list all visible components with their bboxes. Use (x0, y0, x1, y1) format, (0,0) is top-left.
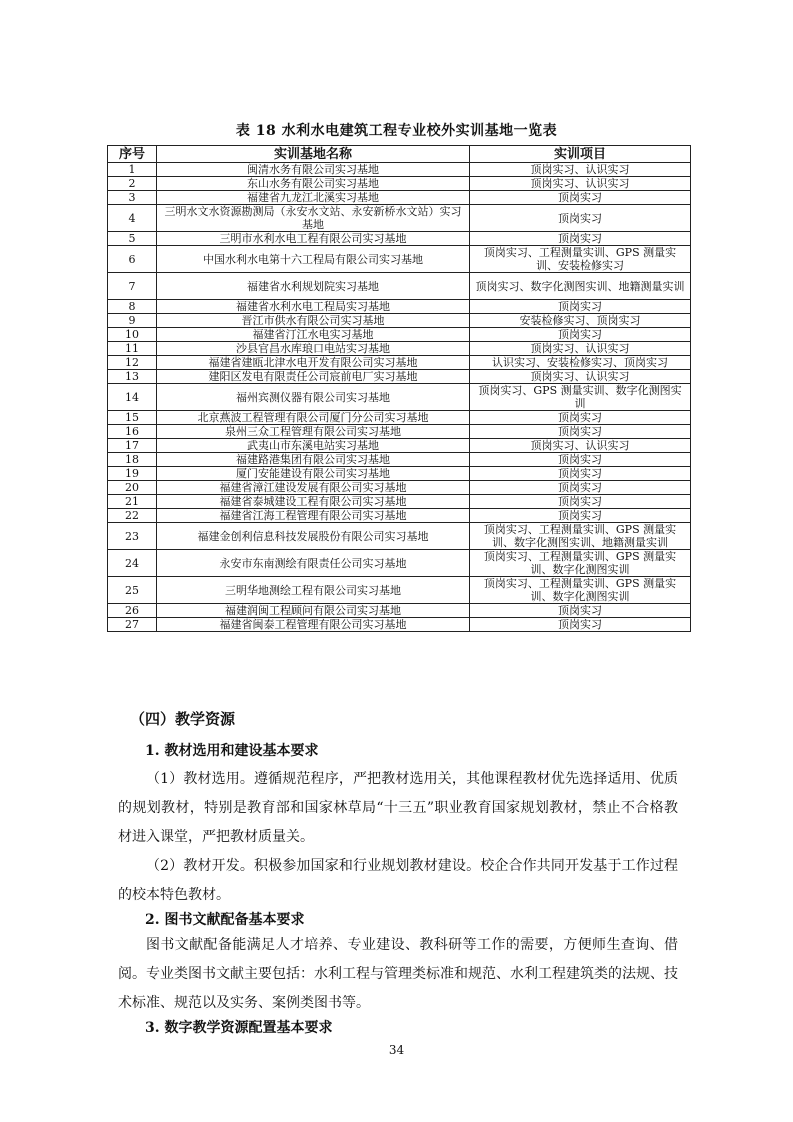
cell-no: 20 (108, 481, 157, 495)
cell-project: 顶岗实习 (470, 425, 691, 439)
cell-project: 顶岗实习、数字化测图实训、地籍测量实训 (470, 273, 691, 300)
paragraph-library: 图书文献配备能满足人才培养、专业建设、教科研等工作的需要，方便师生查询、借阅。专业类图书文献主要包括：水利工程与管理类标准和规范、水利工程建筑类的法规、技术标准、规范以及实务、案例类图书等。 (118, 937, 678, 1011)
cell-project: 顶岗实习 (470, 205, 691, 232)
cell-project: 顶岗实习 (470, 604, 691, 618)
cell-base-name: 福建省九龙江北溪实习基地 (157, 191, 470, 205)
cell-no: 21 (108, 495, 157, 509)
cell-no: 17 (108, 439, 157, 453)
cell-base-name: 福建路港集团有限公司实习基地 (157, 453, 470, 467)
table-row (108, 300, 691, 314)
cell-no: 12 (108, 356, 157, 370)
table-row (108, 232, 691, 246)
cell-no: 23 (108, 523, 157, 550)
cell-project: 顶岗实习、工程测量实训、GPS 测量实训、数字化测图实训 (470, 577, 691, 604)
cell-no: 3 (108, 191, 157, 205)
cell-project: 顶岗实习、工程测量实训、GPS 测量实训、数字化测图实训 (470, 550, 691, 577)
cell-no: 1 (108, 163, 157, 177)
cell-no: 9 (108, 314, 157, 328)
cell-project: 顶岗实习、认识实习 (470, 177, 691, 191)
cell-project: 顶岗实习 (470, 495, 691, 509)
cell-project: 顶岗实习、GPS 测量实训、数字化测图实训 (470, 384, 691, 411)
cell-no: 8 (108, 300, 157, 314)
cell-no: 18 (108, 453, 157, 467)
table-row (108, 191, 691, 205)
cell-project: 顶岗实习 (470, 232, 691, 246)
cell-base-name: 北京燕波工程管理有限公司厦门分公司实习基地 (157, 411, 470, 425)
cell-base-name: 福建省漳江建设发展有限公司实习基地 (157, 481, 470, 495)
header-project: 实训项目 (470, 146, 691, 163)
table-title: 表 18 水利水电建筑工程专业校外实训基地一览表 (235, 123, 558, 139)
cell-project: 顶岗实习、认识实习 (470, 342, 691, 356)
subheading-textbooks: 1. 教材选用和建设基本要求 (145, 743, 319, 759)
header-name: 实训基地名称 (157, 146, 470, 163)
cell-base-name: 晋江市供水有限公司实习基地 (157, 314, 470, 328)
cell-no: 16 (108, 425, 157, 439)
cell-project: 安装检修实习、顶岗实习 (470, 314, 691, 328)
table-row (108, 205, 691, 232)
cell-no: 2 (108, 177, 157, 191)
table-row (108, 177, 691, 191)
cell-no: 6 (108, 246, 157, 273)
table-row (108, 356, 691, 370)
cell-no: 5 (108, 232, 157, 246)
cell-project: 顶岗实习 (470, 509, 691, 523)
paragraph-textbook-development: （2）教材开发。积极参加国家和行业规划教材建设。校企合作共同开发基于工作过程的校本特色教材。 (118, 858, 678, 903)
table-row (108, 246, 691, 273)
cell-no: 11 (108, 342, 157, 356)
cell-project: 顶岗实习 (470, 467, 691, 481)
header-no: 序号 (108, 146, 157, 163)
cell-project: 顶岗实习 (470, 411, 691, 425)
cell-project: 顶岗实习 (470, 453, 691, 467)
table-row (108, 495, 691, 509)
cell-base-name: 中国水利水电第十六工程局有限公司实习基地 (157, 246, 470, 273)
cell-base-name: 武夷山市东溪电站实习基地 (157, 439, 470, 453)
cell-project: 认识实习、安装检修实习、顶岗实习 (470, 356, 691, 370)
cell-project: 顶岗实习、认识实习 (470, 163, 691, 177)
table-row (108, 411, 691, 425)
cell-base-name: 福建省建瓯北津水电开发有限公司实习基地 (157, 356, 470, 370)
table-row (108, 163, 691, 177)
cell-no: 26 (108, 604, 157, 618)
cell-project: 顶岗实习 (470, 191, 691, 205)
cell-base-name: 福建省江海工程管理有限公司实习基地 (157, 509, 470, 523)
table-row (108, 550, 691, 577)
cell-project: 顶岗实习、认识实习 (470, 370, 691, 384)
table-row (108, 425, 691, 439)
section-heading: （四）教学资源 (130, 710, 236, 728)
table-row (108, 523, 691, 550)
paragraph-textbook-selection: （1）教材选用。遵循规范程序，严把教材选用关，其他课程教材优先选择适用、优质的规划教材，特别是教育部和国家林草局“十三五”职业教育国家规划教材，禁止不合格教材进入课堂，严把教材质量关。 (118, 771, 678, 845)
cell-base-name: 福建省闽泰工程管理有限公司实习基地 (157, 618, 470, 632)
cell-project: 顶岗实习、认识实习 (470, 439, 691, 453)
cell-base-name: 永安市东南测绘有限责任公司实习基地 (157, 550, 470, 577)
cell-base-name: 福建省水利规划院实习基地 (157, 273, 470, 300)
cell-base-name: 福建润闽工程顾问有限公司实习基地 (157, 604, 470, 618)
table-row (108, 509, 691, 523)
cell-base-name: 东山水务有限公司实习基地 (157, 177, 470, 191)
cell-base-name: 三明华地测绘工程有限公司实习基地 (157, 577, 470, 604)
cell-base-name: 建阳区发电有限责任公司宸前电厂实习基地 (157, 370, 470, 384)
cell-project: 顶岗实习、工程测量实训、GPS 测量实训、数字化测图实训、地籍测量实训 (470, 523, 691, 550)
cell-project: 顶岗实习 (470, 618, 691, 632)
cell-base-name: 沙县官昌水库琅口电站实习基地 (157, 342, 470, 356)
table-body (108, 163, 691, 632)
cell-project: 顶岗实习、工程测量实训、GPS 测量实训、安装检修实习 (470, 246, 691, 273)
table-row (108, 467, 691, 481)
cell-project: 顶岗实习 (470, 328, 691, 342)
cell-no: 10 (108, 328, 157, 342)
cell-no: 14 (108, 384, 157, 411)
training-base-table (107, 145, 691, 632)
table-row (108, 273, 691, 300)
cell-base-name: 厦门安能建设有限公司实习基地 (157, 467, 470, 481)
table-row (108, 618, 691, 632)
table-row (108, 604, 691, 618)
cell-no: 22 (108, 509, 157, 523)
subheading-library: 2. 图书文献配备基本要求 (145, 912, 305, 928)
cell-base-name: 福州宾测仪器有限公司实习基地 (157, 384, 470, 411)
page-number: 34 (388, 1043, 405, 1057)
cell-project: 顶岗实习 (470, 481, 691, 495)
cell-no: 27 (108, 618, 157, 632)
subheading-digital-resources: 3. 数字教学资源配置基本要求 (145, 1020, 333, 1036)
cell-no: 7 (108, 273, 157, 300)
table-row (108, 439, 691, 453)
cell-no: 13 (108, 370, 157, 384)
cell-base-name: 三明水文水资源勘测局（永安水文站、永安新桥水文站）实习基地 (157, 205, 470, 232)
cell-base-name: 福建省泰城建设工程有限公司实习基地 (157, 495, 470, 509)
cell-project: 顶岗实习 (470, 300, 691, 314)
cell-no: 25 (108, 577, 157, 604)
cell-base-name: 泉州三众工程管理有限公司实习基地 (157, 425, 470, 439)
cell-base-name: 福建省水利水电工程局实习基地 (157, 300, 470, 314)
cell-no: 19 (108, 467, 157, 481)
cell-no: 15 (108, 411, 157, 425)
cell-no: 24 (108, 550, 157, 577)
table-row (108, 481, 691, 495)
table-row (108, 453, 691, 467)
cell-no: 4 (108, 205, 157, 232)
cell-base-name: 三明市水利水电工程有限公司实习基地 (157, 232, 470, 246)
table-row (108, 342, 691, 356)
table-row (108, 314, 691, 328)
cell-base-name: 福建省汀江水电实习基地 (157, 328, 470, 342)
table-row (108, 384, 691, 411)
cell-base-name: 闽清水务有限公司实习基地 (157, 163, 470, 177)
table-row (108, 370, 691, 384)
table-header-row (108, 146, 691, 163)
table-row (108, 328, 691, 342)
table-row (108, 577, 691, 604)
cell-base-name: 福建金创利信息科技发展股份有限公司实习基地 (157, 523, 470, 550)
